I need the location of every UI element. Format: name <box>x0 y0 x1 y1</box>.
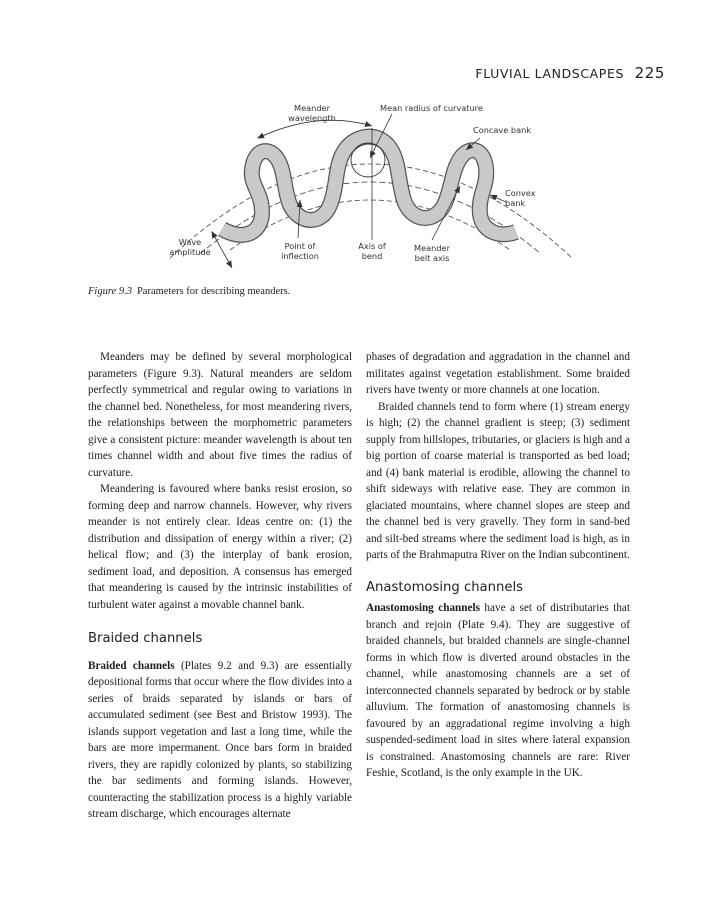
label-wavelength-1: Meander <box>294 103 330 113</box>
label-belt-axis-2: belt axis <box>414 253 450 263</box>
meander-figure <box>0 0 710 285</box>
paragraph <box>88 658 352 823</box>
label-axis-bend-1: Axis of <box>358 241 386 251</box>
label-convex-bank-2: bank <box>505 198 526 208</box>
section-heading-anastomosing: Anastomosing channels <box>366 579 523 595</box>
left-column <box>88 349 352 823</box>
meander-channel <box>222 137 516 235</box>
label-belt-axis-1: Meander <box>414 243 450 253</box>
paragraph-text: have a set of distributaries that branch and rejoin (Plate 9.4). They are suggestive of braided channels, but braided channels are single-channel forms in which flow is diverted around obstacles in the channel, while anastomosing channels are a set of interconnected channels separated by bedrock or by stable alluvium. The formation of anastomosing channels is favoured by an aggradational regime involving a high suspended-sediment load in sites where lateral expansion is constrained. Anastomosing channels are rare: River Feshie, Scotland, is the only example in the UK. <box>366 602 630 779</box>
term-braided-channels: Braided channels <box>88 659 175 672</box>
label-point-inflection-1: Point of <box>284 241 316 251</box>
page-number: 225 <box>634 64 665 82</box>
right-column <box>366 349 630 782</box>
paragraph: phases of degradation and aggradation in the channel and militates against vegetation establishment. Some braided rivers have twenty or more channels at one location. <box>366 351 630 396</box>
paragraph <box>366 600 630 782</box>
label-wave-amplitude-1: Wave <box>178 237 202 247</box>
curvature-circle <box>351 143 385 177</box>
paragraph: Meandering is favoured where banks resist erosion, so forming deep and narrow channels. However, why rivers meander is not entirely clear. Ideas centre on: (1) the distribution and dissipation of energy within a river; (2) helical flow; and (3) the interplay of bank erosion, sediment load, and deposition. A consensus has emerged that meandering is caused by the intrinsic instabilities of turbulent water against a movable channel bank. <box>88 483 352 611</box>
paragraph: Braided channels tend to form where (1) stream energy is high; (2) the channel gradient is steep; (3) sediment supply from hillslopes, tributaries, or glaciers is high and a big portion of coarse material is transported as bed load; and (4) bank material is erodible, allowing the channel to shift sideways with relative ease. They are common in glaciated mountains, where channel slopes are steep and the channel bed is very gravelly. They form in sand-bed and silt-bed streams where the sediment load is high, as in parts of the Brahmaputra River on the Indian subcontinent. <box>366 400 630 561</box>
figure-caption <box>88 286 290 297</box>
term-anastomosing-channels: Anastomosing channels <box>366 602 480 614</box>
paragraph: Meanders may be defined by several morphological parameters (Figure 9.3). Natural meanders are seldom perfectly symmetrical and regular owing to variations in the channel bed. Nonetheless, for most meandering rivers, the relationships between the morphometric parameters give a consistent picture: meander wavelength is about ten times channel width and about five times the radius of curvature. <box>88 351 352 479</box>
label-convex-bank-1: Convex <box>505 188 536 198</box>
label-wavelength-2: wavelength <box>288 113 336 123</box>
label-mean-radius: Mean radius of curvature <box>380 103 483 113</box>
paragraph-text: (Plates 9.2 and 9.3) are essentially depositional forms that occur where the flow divides into a series of braids separated by islands or bars of accumulated sediment (see Best and Bristow 1993). The islands support vegetation and last a long time, while the bars are more impermanent. Once bars form in braided rivers, they are rapidly colonized by plants, so stabilizing the bar sediments and forming islands. However, counteracting the stabilization process is a highly variable stream discharge, which encourages alternate <box>88 659 352 820</box>
figure-caption-text: Parameters for describing meanders. <box>136 286 291 297</box>
section-heading-braided: Braided channels <box>88 631 203 646</box>
label-point-inflection-2: inflection <box>281 251 319 261</box>
label-axis-bend-2: bend <box>361 251 383 261</box>
running-title: FLUVIAL LANDSCAPES <box>475 66 624 81</box>
label-concave-bank: Concave bank <box>473 125 532 135</box>
label-wave-amplitude-2: amplitude <box>169 247 211 257</box>
figure-label: Figure 9.3 <box>88 286 132 297</box>
